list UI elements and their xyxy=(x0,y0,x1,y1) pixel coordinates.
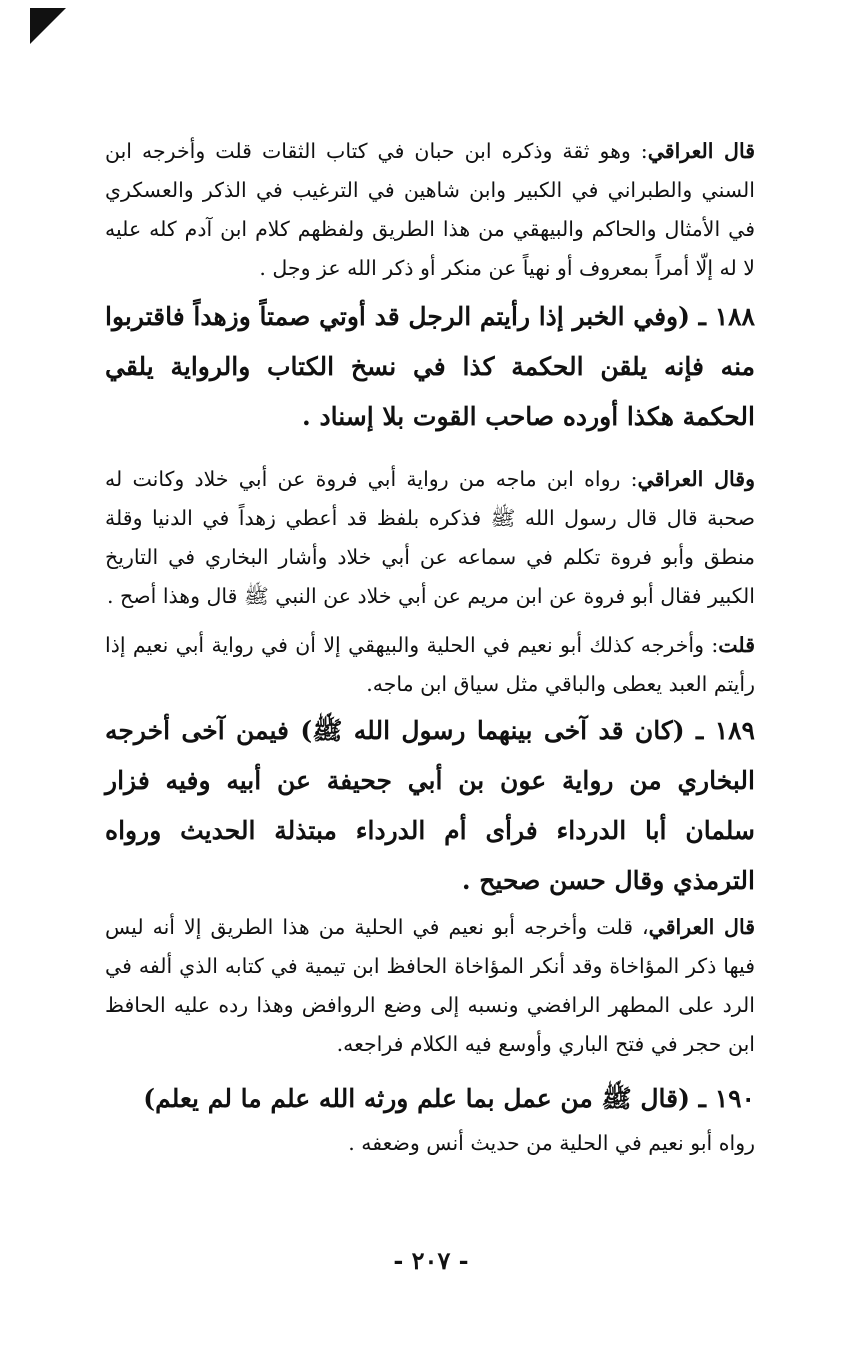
commentary-paragraph-2 xyxy=(105,460,755,616)
commentary-lead: قلت xyxy=(718,633,755,657)
page-number: - ٢٠٧ - xyxy=(393,1246,469,1275)
commentary-paragraph-1 xyxy=(105,132,755,288)
commentary-paragraph-3 xyxy=(105,626,755,704)
commentary-lead: قال العراقي xyxy=(647,139,755,163)
corner-crop-mark xyxy=(30,8,66,44)
commentary-text: رواه أبو نعيم في الحلية من حديث أنس وضعفه . xyxy=(348,1131,755,1155)
hadith-188 xyxy=(105,292,755,442)
hadith-number: ١٩٠ xyxy=(714,1084,755,1113)
commentary-paragraph-4 xyxy=(105,908,755,1064)
hadith-189 xyxy=(105,706,755,906)
hadith-text: ـ (وفي الخبر إذا رأيتم الرجل قد أوتي صمتاً وزهداً فاقتربوا منه فإنه يلقن الحكمة كذا في نسخ الكتاب والرواية يلقي الحكمة هكذا أورده صاحب القوت بلا إسناد . xyxy=(105,302,755,431)
commentary-text: : وأخرجه كذلك أبو نعيم في الحلية والبيهقي إلا أن في رواية أبي نعيم إذا رأيتم العبد يعطى والباقي مثل سياق ابن ماجه. xyxy=(105,633,755,696)
hadith-190 xyxy=(105,1074,755,1124)
page-body xyxy=(105,132,755,1163)
hadith-text: ـ (كان قد آخى بينهما رسول الله ﷺ) فيمن آخى أخرجه البخاري من رواية عون بن أبي جحيفة عن أبيه وفيه فزار سلمان أبا الدرداء فرأى أم الدرداء مبتذلة الحديث ورواه الترمذي وقال حسن صحيح . xyxy=(105,716,755,895)
commentary-text: ، قلت وأخرجه أبو نعيم في الحلية من هذا الطريق إلا أنه ليس فيها ذكر المؤاخاة وقد أنكر المؤاخاة الحافظ ابن تيمية في كتابه الذي ألفه في الرد على المطهر الرافضي ونسبه إلى وضع الروافض وهذا رده عليه الحافظ ابن حجر في فتح الباري وأوسع فيه الكلام فراجعه. xyxy=(105,915,755,1056)
commentary-lead: وقال العراقي xyxy=(637,467,755,491)
hadith-text: ـ (قال ﷺ من عمل بما علم ورثه الله علم ما لم يعلم) xyxy=(143,1084,706,1113)
commentary-paragraph-5 xyxy=(105,1124,755,1163)
commentary-lead: قال العراقي xyxy=(648,915,755,939)
commentary-text: : وهو ثقة وذكره ابن حبان في كتاب الثقات قلت وأخرجه ابن السني والطبراني في الكبير وابن شاهين في الترغيب في الذكر والعسكري في الأمثال والحاكم والبيهقي من هذا الطريق ولفظهم كلام ابن آدم كله عليه لا له إلّا أمراً بمعروف أو نهياً عن منكر أو ذكر الله عز وجل . xyxy=(105,139,755,280)
hadith-number: ١٨٨ xyxy=(714,302,755,331)
hadith-number: ١٨٩ xyxy=(714,716,755,745)
commentary-text: : رواه ابن ماجه من رواية أبي فروة عن أبي خلاد وكانت له صحبة قال قال رسول الله ﷺ فذكره بلفظ قد أعطي زهداً في الدنيا وقلة منطق وأبو فروة تكلم في سماعه عن أبي خلاد وأشار البخاري في التاريخ الكبير فقال أبو فروة عن ابن مريم عن أبي خلاد عن النبي ﷺ قال وهذا أصح . xyxy=(105,467,755,608)
